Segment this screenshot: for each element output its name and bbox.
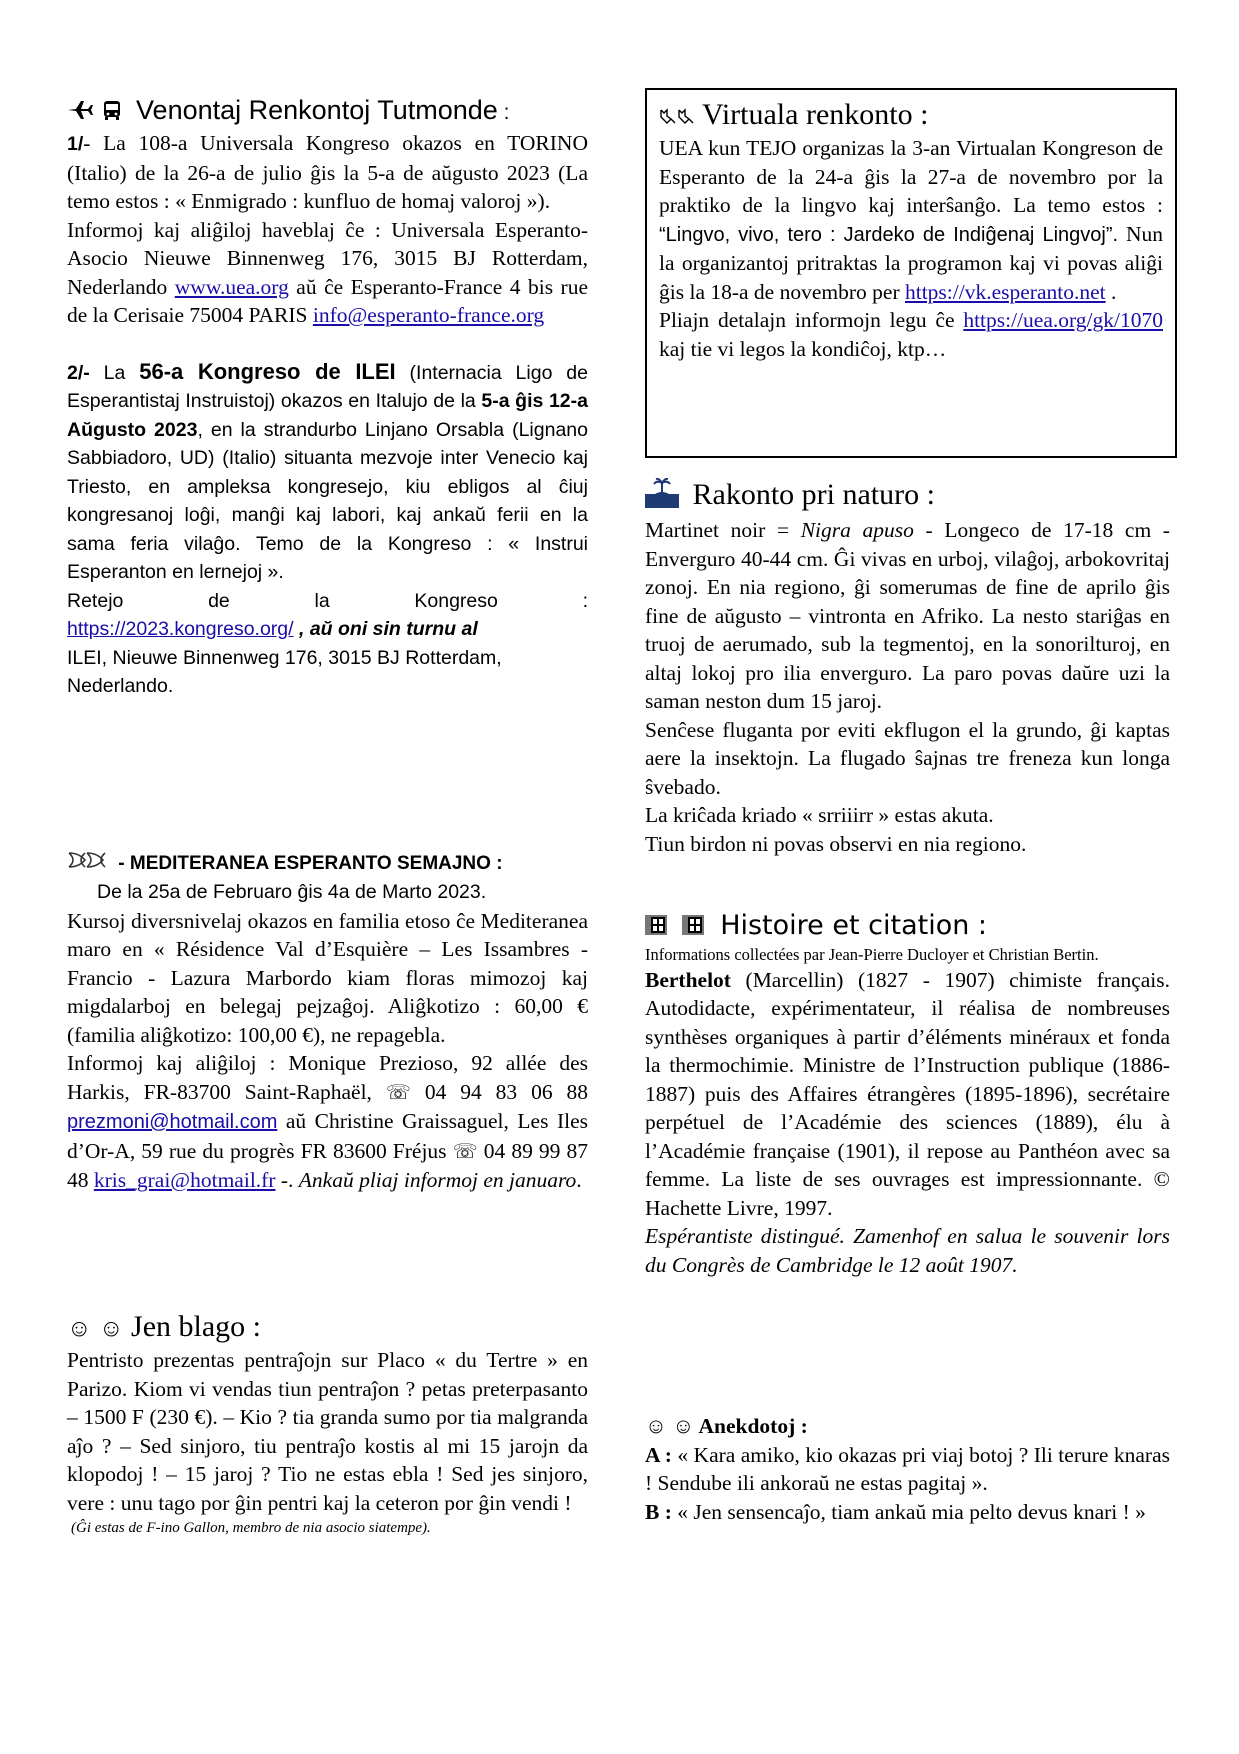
island-icon <box>645 478 679 516</box>
section-title-histoire: Histoire et citation : <box>645 910 1170 943</box>
section-rakonto <box>645 478 1170 858</box>
section-jen-blago <box>67 1310 588 1539</box>
item-2-address: ILEI, Nieuwe Binnenweg 176, 3015 BJ Rotterdam, Nederlando. <box>67 646 502 697</box>
item-2-website-label: Retejo de la Kongreso : <box>67 589 588 612</box>
mediteranea-dates: De la 25a de Februaro ĝis 4a de Marto 2023. <box>97 881 487 904</box>
bus-icon <box>103 96 121 128</box>
smiley-icon: ☺ <box>67 1316 92 1342</box>
window-icon <box>682 911 704 943</box>
pointing-hand-icon <box>659 100 677 134</box>
smiley-icon: ☺ <box>645 1414 667 1438</box>
anekdotoj-a: A : « Kara amiko, kio okazas pri viaj botoj ? Ili terure knaras ! Sendube ili ankoraŭ ne estas pagitaj ». <box>645 1442 1170 1495</box>
kongreso-link[interactable]: https://2023.kongreso.org/ <box>67 618 294 640</box>
uea-link[interactable]: www.uea.org <box>174 274 289 299</box>
esperanto-france-email-link[interactable]: info@esperanto-france.org <box>312 303 545 327</box>
jen-blago-note: (Ĝi estas de F-ino Gallon, membro de nia asocio siatempe). <box>71 1520 431 1536</box>
histoire-quote: Espérantiste distingué. Zamenhof en salua le souvenir lors du Congrès de Cambridge le 12 août 1907. <box>645 1224 1170 1277</box>
pointing-hand-icon <box>677 100 695 134</box>
smiley-icon: ☺ <box>99 1316 124 1342</box>
section-histoire <box>645 910 1170 1279</box>
section-title-anekdotoj: ☺ ☺ Anekdotoj : <box>645 1414 808 1438</box>
item-2-paragraph: 2/- La 56-a Kongreso de ILEI (Internacia Ligo de Esperantistaj Instruistoj) okazos en Italujo de la 5-a ĝis 12-a Aŭgusto 2023, en la strandurbo Linjano Orsabla (Lignano Sabbiadoro, UD) (Italio) situanta mezvoje inter Venecio kaj Triesto, en ampleksa kongresejo, kiu ebligos al ĉiuj kongresanoj loĝi, manĝi kaj labori, kaj ankaŭ ferii en la sama feria vilaĝo. Temo de la Kongreso : « Instrui Esperanton en lernejoj ». <box>67 358 588 583</box>
kris-grai-email-link[interactable]: kris_grai@hotmail.fr <box>93 1168 276 1193</box>
anekdotoj-b: B : « Jen sensencaĵo, tiam ankaŭ mia pelto devus knari ! » <box>645 1499 1146 1524</box>
telephone-icon: ☏ <box>385 1081 411 1104</box>
virtuala-text: UEA kun TEJO organizas la 3-an Virtualan Kongreson de Esperanto de la 24-a ĝis la 27-a de novembro por la praktiko de la lingvo kaj interŝanĝo. La temo estos : “Lingvo, vivo, tero : Jardeko de Indiĝenaj Lingvoj”. Nun la organizantoj pritraktas la programon kaj vi povas aliĝi ĝis la 18-a de novembro per https://vk.esperanto.net . <box>659 136 1163 304</box>
item-2-website-line: https://2023.kongreso.org/ , aŭ oni sin turnu al <box>67 618 478 640</box>
rakonto-cry: La kriĉada kriado « srriiirr » estas akuta. <box>645 803 994 828</box>
item-1-info: Informoj kaj aliĝiloj haveblaj ĉe : Universala Esperanto-Asocio Nieuwe Binnenweg 176, 3015 BJ Rotterdam, Nederlando www.uea.org aŭ ĉe Esperanto-France 4 bis rue de la Cerisaie 75004 PARIS info@esperanto-france.org <box>67 217 589 327</box>
section-title-virtuala: Virtuala renkonto : <box>659 98 1163 134</box>
mediteranea-description: Kursoj diversnivelaj okazos en familia etoso ĉe Mediteranea maro en « Résidence Val d’Esquière – Les Issambres - Francio - Lazura Marbordo kiam floras mimozoj kaj migdalarboj en belegaj pejzaĝoj. Aliĝkotizo : 60,00 € (familia aliĝkotizo: 100,00 €), ne repagebla. <box>67 908 588 1047</box>
section-anekdotoj <box>645 1412 1170 1526</box>
rakonto-text: Martinet noir = Nigra apuso - Longeco de 17-18 cm - Enverguro 40-44 cm. Ĝi vivas en urboj, vilaĝoj, arbokovritaj zonoj. En nia regiono, ĝi somerumas de fine de aprilo ĝis fine de aŭgusto – vintronta en Afriko. La nesto stariĝas en truoj de aerumado, sub la tegmentoj, en la sonorilturoj, en altaj lokoj pro ilia enverguro. La paro povas daŭre uzi la saman neston dum 15 jaroj. <box>645 518 1170 714</box>
section-venontaj <box>67 94 588 701</box>
prezmoni-email-link[interactable]: prezmoni@hotmail.com <box>67 1111 278 1134</box>
histoire-text: Berthelot (Marcellin) (1827 - 1907) chimiste français. Autodidacte, expérimentateur, il réalisa de nombreuses synthèses organiques à partir d’éléments minéraux et fonda la thermochimie. Ministre de l’Instruction publique (1886-1887) puis des Affaires étrangères (1895-1896), secrétaire perpétuel de l’Académie des sciences (1889), élu à l’Académie française (1901), il repose au Panthéon avec sa femme. La liste de ses ouvrages est impressionnante. © Hachette Livre, 1997. <box>645 967 1170 1220</box>
smiley-icon: ☺ <box>672 1414 695 1438</box>
airplane-icon <box>67 96 93 128</box>
section-title-rakonto: Rakonto pri naturo : <box>645 478 1170 516</box>
telephone-icon: ☏ <box>452 1140 478 1163</box>
histoire-credits: Informations collectées par Jean-Pierre Ducloyer et Christian Bertin. <box>645 944 1099 964</box>
vk-esperanto-link[interactable]: https://vk.esperanto.net <box>904 279 1106 304</box>
window-icon <box>645 911 667 943</box>
item-1-paragraph: 1/- La 108-a Universala Kongreso okazos en TORINO (Italio) de la 26-a de julio ĝis la 5-a de aŭgusto 2023 (La temo estos : « Enmigrado : kunfluo de homaj valoroj »). <box>67 131 588 213</box>
virtuala-box <box>645 88 1177 458</box>
rakonto-observe: Tiun birdon ni povas observi en nia regiono. <box>645 831 1027 856</box>
uea-gk-link[interactable]: https://uea.org/gk/1070 <box>963 308 1163 333</box>
section-title-mediteranea: - MEDITERANEA ESPERANTO SEMAJNO : <box>67 850 588 878</box>
section-mediteranea <box>67 850 588 1195</box>
section-title-jen-blago: ☺ ☺ Jen blago : <box>67 1310 262 1343</box>
rakonto-flight: Senĉese fluganta por eviti ekflugon el la grundo, ĝi kaptas aere la insektojn. La flugado ŝajnas tre freneza kun longa ŝvebado. <box>645 717 1170 799</box>
section-title-venontaj: Venontaj Renkontoj Tutmonde : <box>67 94 588 129</box>
mediteranea-contact: Informoj kaj aliĝiloj : Monique Prezioso, 92 allée des Harkis, FR-83700 Saint-Raphaël, ☏ 04 94 83 06 88 prezmoni@hotmail.com aŭ Christine Graissaguel, Les Iles d’Or-A, 59 rue du progrès FR 83600 Fréjus ☏ 04 89 99 87 48 kris_grai@hotmail.fr -. Ankaŭ pliaj informoj en januaro. <box>67 1051 589 1193</box>
jen-blago-text: Pentristo prezentas pentraĵojn sur Placo « du Tertre » en Parizo. Kiom vi vendas tiun pentraĵon ? petas preterpasanto – 1500 F (230 €). – Kio ? tia granda sumo por tia malgranda aĵo ? – Sed sinjoro, tiu pentraĵo kostis al mi 15 jarojn da klopodoj ! – 15 jaroj ? Tio ne estas ebla ! Sed jes sinjoro, vere : unu tago por ĝin pentri kaj la ceteron por ĝin vendi ! <box>67 1348 588 1515</box>
virtuala-details: Pliajn detalajn informojn legu ĉe https://uea.org/gk/1070 kaj tie vi legos la kondiĉoj, ktp… <box>659 308 1163 361</box>
ornament-icon <box>67 850 107 878</box>
